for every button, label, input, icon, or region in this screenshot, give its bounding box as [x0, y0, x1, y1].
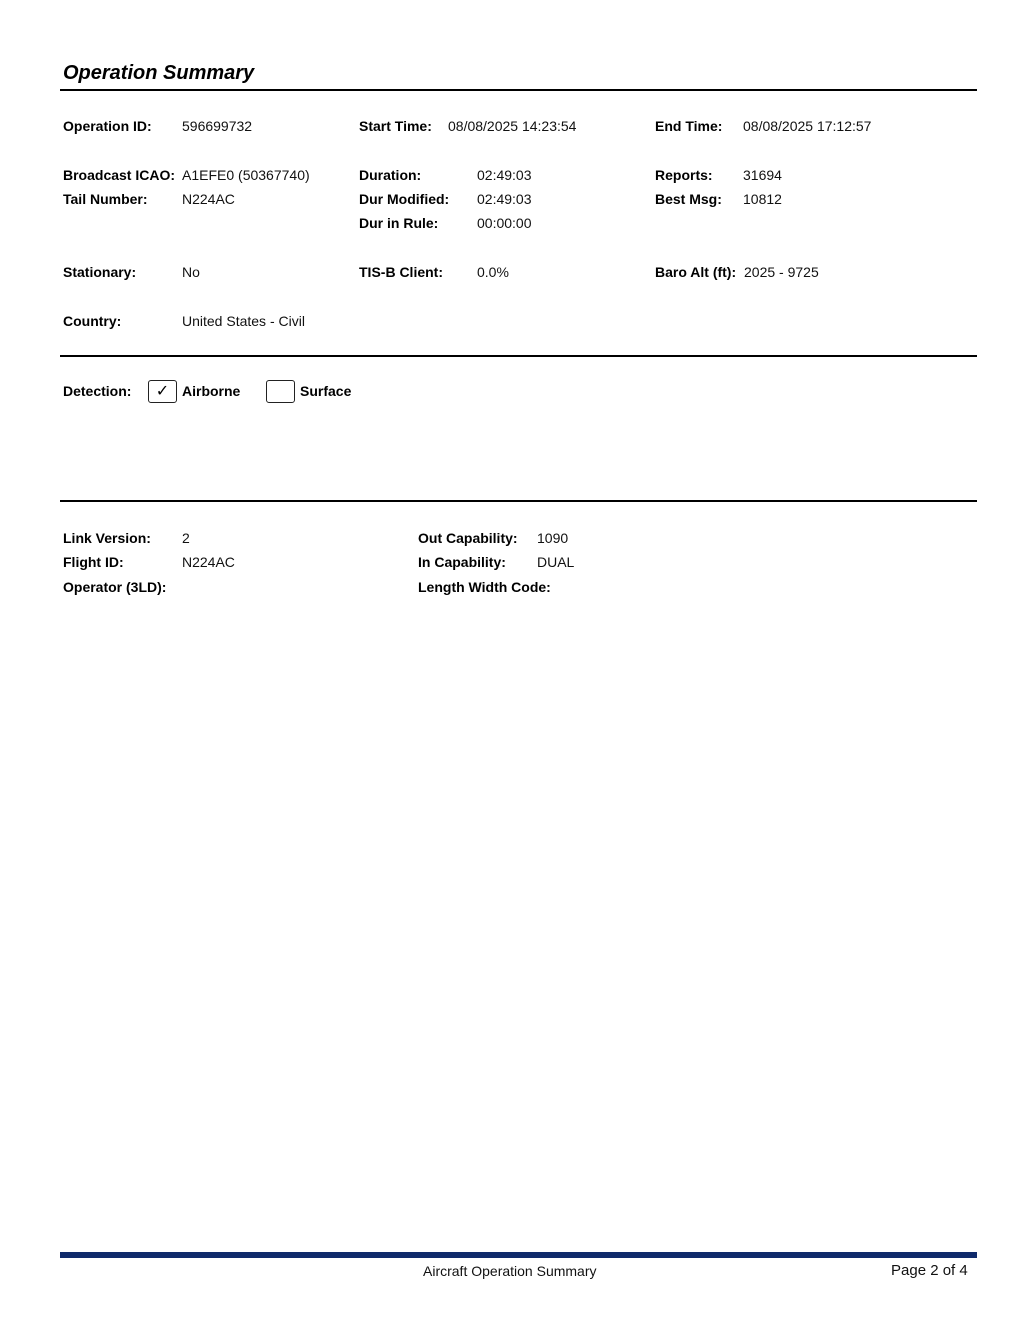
- operator-label: Operator (3LD):: [63, 579, 167, 595]
- header-divider: [60, 89, 977, 91]
- broadcast-icao-value: A1EFE0 (50367740): [182, 167, 310, 183]
- reports-label: Reports:: [655, 167, 713, 183]
- airborne-label: Airborne: [182, 383, 241, 399]
- tail-number-label: Tail Number:: [63, 191, 148, 207]
- length-width-label: Length Width Code:: [418, 579, 551, 595]
- end-time-value: 08/08/2025 17:12:57: [743, 118, 872, 134]
- in-capability-label: In Capability:: [418, 554, 506, 570]
- stationary-label: Stationary:: [63, 264, 137, 280]
- out-capability-value: 1090: [537, 530, 569, 546]
- out-capability-label: Out Capability:: [418, 530, 518, 546]
- baro-alt-value: 2025 - 9725: [744, 264, 819, 280]
- summary-divider: [60, 355, 977, 357]
- dur-modified-label: Dur Modified:: [359, 191, 450, 207]
- country-value: United States - Civil: [182, 313, 305, 329]
- reports-value: 31694: [743, 167, 782, 183]
- dur-in-rule-label: Dur in Rule:: [359, 215, 439, 231]
- duration-label: Duration:: [359, 167, 422, 183]
- surface-checkbox[interactable]: [266, 380, 295, 403]
- flight-id-value: N224AC: [182, 554, 235, 570]
- best-msg-label: Best Msg:: [655, 191, 722, 207]
- start-time-value: 08/08/2025 14:23:54: [448, 118, 577, 134]
- link-version-label: Link Version:: [63, 530, 151, 546]
- footer-bar: [60, 1252, 977, 1258]
- page-title: Operation Summary: [63, 62, 255, 84]
- operation-id-label: Operation ID:: [63, 118, 152, 134]
- start-time-label: Start Time:: [359, 118, 432, 134]
- stationary-value: No: [182, 264, 200, 280]
- best-msg-value: 10812: [743, 191, 782, 207]
- country-label: Country:: [63, 313, 122, 329]
- dur-in-rule-value: 00:00:00: [477, 215, 532, 231]
- detection-label: Detection:: [63, 383, 132, 399]
- detection-divider: [60, 500, 977, 502]
- dur-modified-value: 02:49:03: [477, 191, 532, 207]
- tisb-client-label: TIS-B Client:: [359, 264, 443, 280]
- link-version-value: 2: [182, 530, 190, 546]
- page-number: Page 2 of 4: [891, 1262, 968, 1279]
- tail-number-value: N224AC: [182, 191, 235, 207]
- baro-alt-label: Baro Alt (ft):: [655, 264, 737, 280]
- footer-title: Aircraft Operation Summary: [423, 1263, 597, 1279]
- end-time-label: End Time:: [655, 118, 723, 134]
- broadcast-icao-label: Broadcast ICAO:: [63, 167, 176, 183]
- surface-label: Surface: [300, 383, 352, 399]
- duration-value: 02:49:03: [477, 167, 532, 183]
- flight-id-label: Flight ID:: [63, 554, 124, 570]
- in-capability-value: DUAL: [537, 554, 575, 570]
- airborne-checkbox[interactable]: ✓: [148, 380, 177, 403]
- tisb-client-value: 0.0%: [477, 264, 509, 280]
- operation-id-value: 596699732: [182, 118, 253, 134]
